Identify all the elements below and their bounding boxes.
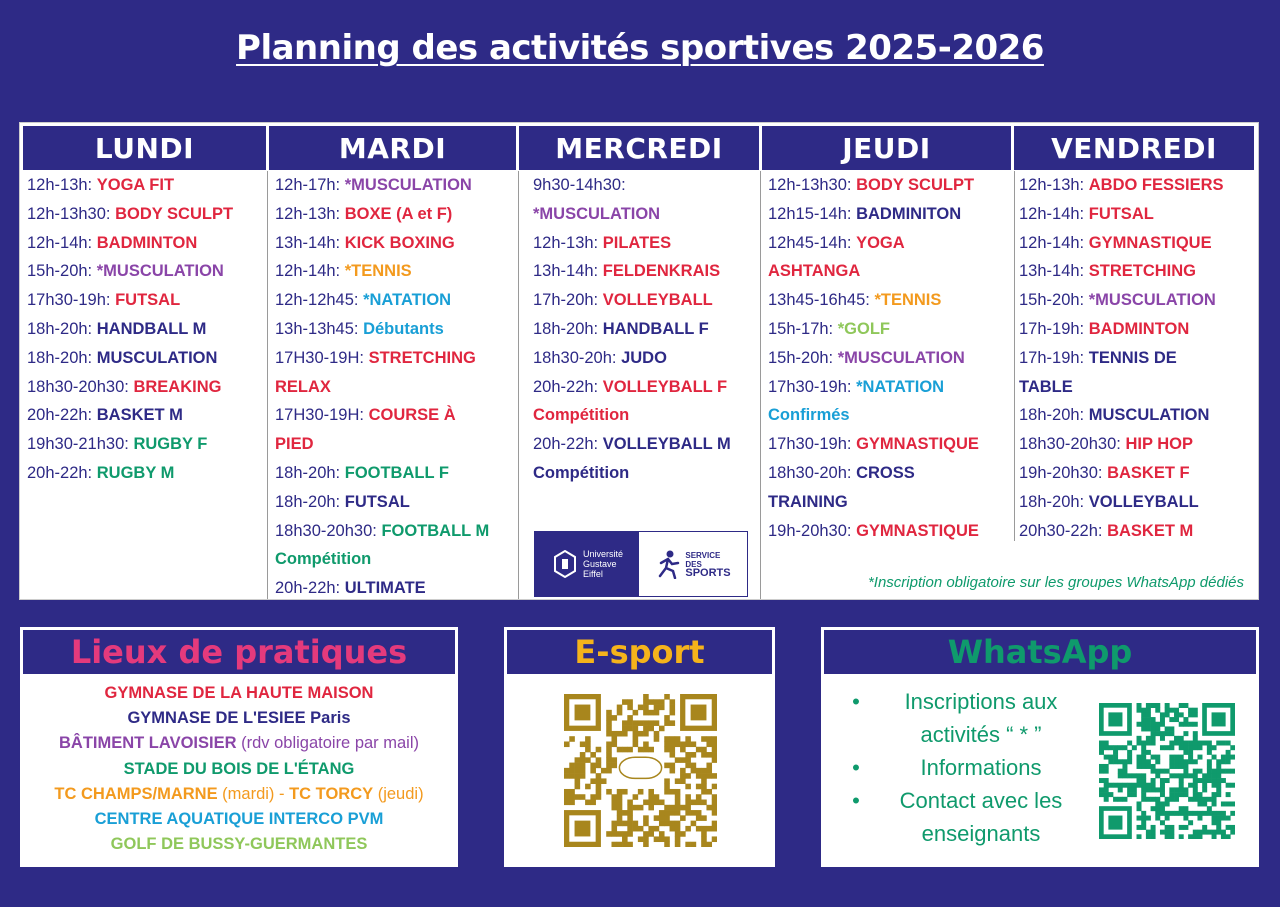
schedule-entry xyxy=(275,171,518,200)
schedule-entry xyxy=(1019,200,1257,229)
entry-time: 13h-14h: xyxy=(1019,262,1089,281)
entry-time: 12h-12h45: xyxy=(275,291,364,310)
entry-activity: BOXE (A et F) xyxy=(344,204,453,223)
day-header-mardi: MARDI xyxy=(269,126,516,170)
lieux-title: Lieux de pratiques xyxy=(23,630,455,674)
schedule-entry xyxy=(533,373,760,402)
entry-activity: RUGBY F xyxy=(133,435,208,454)
entry-time: 20h30-22h: xyxy=(1019,521,1108,540)
entry-time: 19h-20h30: xyxy=(1019,463,1108,482)
entry-activity: FUTSAL xyxy=(1088,204,1154,223)
entry-activity: *MUSCULATION xyxy=(96,262,224,281)
schedule-table xyxy=(19,122,1259,600)
entry-activity: VOLLEYBALL xyxy=(1088,492,1199,511)
venue-item xyxy=(20,681,458,706)
entry-activity: BADMINTON xyxy=(96,233,198,252)
logo-sports-line3: SPORTS xyxy=(685,566,731,579)
entry-time: 15h-20h: xyxy=(768,348,838,367)
university-sports-logo xyxy=(534,531,748,597)
logo-univ-line1: Université xyxy=(582,549,623,559)
entry-activity: YOGA FIT xyxy=(96,176,175,194)
esport-panel xyxy=(504,627,775,867)
schedule-entry xyxy=(275,488,518,517)
schedule-entry xyxy=(275,459,518,488)
entry-time: 13h-14h: xyxy=(533,262,603,281)
schedule-entry xyxy=(27,257,267,286)
logo-univ-line3: Eiffel xyxy=(582,569,603,579)
entry-activity: RELAX xyxy=(275,377,331,396)
schedule-entry xyxy=(1019,373,1257,402)
schedule-entry xyxy=(27,229,267,258)
schedule-entry xyxy=(27,200,267,229)
venue-item xyxy=(20,782,458,807)
bullet-icon: • xyxy=(852,788,860,813)
entry-activity: Compétition xyxy=(533,463,630,482)
entry-activity: VOLLEYBALL F xyxy=(602,377,728,396)
schedule-entry xyxy=(768,430,1014,459)
entry-activity: CROSS xyxy=(856,463,915,482)
entry-activity: BASKET M xyxy=(96,406,183,425)
whatsapp-item-info: Informations xyxy=(920,755,1042,780)
schedule-entry xyxy=(275,200,518,229)
entry-activity: FUTSAL xyxy=(344,492,410,511)
schedule-entry xyxy=(275,517,518,546)
entry-activity: ASHTANGA xyxy=(768,262,861,281)
schedule-entry xyxy=(1019,286,1257,315)
entry-time: 12h-14h: xyxy=(1019,204,1089,223)
page-title: Planning des activités sportives 2025-2026 xyxy=(236,28,1044,68)
entry-activity: STRETCHING xyxy=(368,348,476,367)
schedule-entry xyxy=(275,545,518,574)
venue-text: (rdv obligatoire par mail) xyxy=(236,734,419,753)
entry-time: 15h-20h: xyxy=(27,262,97,281)
venue-text: BÂTIMENT LAVOISIER xyxy=(58,734,237,753)
schedule-entry xyxy=(768,373,1014,402)
entry-time: 15h-20h: xyxy=(1019,291,1089,310)
schedule-entry xyxy=(533,171,760,200)
entry-activity: BREAKING xyxy=(133,377,222,396)
schedule-entry xyxy=(275,315,518,344)
venue-text: (jeudi) xyxy=(373,784,424,803)
logo-sports-line2: DES xyxy=(685,559,702,569)
entry-time: 18h-20h: xyxy=(1019,406,1089,425)
entry-time: 17h-20h: xyxy=(533,291,603,310)
entry-activity: HIP HOP xyxy=(1125,435,1193,454)
entry-activity: *MUSCULATION xyxy=(837,348,965,367)
entry-time: 18h-20h: xyxy=(275,463,345,482)
schedule-entry xyxy=(1019,401,1257,430)
venue-text: CENTRE AQUATIQUE INTERCO PVM xyxy=(94,810,384,829)
entry-activity: *MUSCULATION xyxy=(344,176,472,194)
entry-time: 17H30-19H: xyxy=(275,406,369,425)
entry-activity: FELDENKRAIS xyxy=(602,262,721,281)
day-column-lundi xyxy=(20,171,267,488)
entry-time: 13h-13h45: xyxy=(275,319,364,338)
schedule-entry xyxy=(768,286,1014,315)
venue-item xyxy=(20,706,458,731)
schedule-entry xyxy=(27,459,267,488)
entry-activity: *TENNIS xyxy=(874,291,942,310)
whatsapp-title: WhatsApp xyxy=(824,630,1256,674)
entry-activity: GYMNASTIQUE xyxy=(1088,233,1212,252)
schedule-entry xyxy=(768,401,1014,430)
entry-activity: ABDO FESSIERS xyxy=(1088,176,1224,194)
schedule-entry xyxy=(275,257,518,286)
esport-qr-code[interactable] xyxy=(564,694,717,847)
whatsapp-item-contact: Contact avec les enseignants xyxy=(899,788,1063,846)
day-column-mardi xyxy=(268,171,518,603)
schedule-entry xyxy=(275,401,518,430)
day-header-lundi: LUNDI xyxy=(23,126,266,170)
entry-time: 17h30-19h: xyxy=(27,291,116,310)
entry-time: 12h15-14h: xyxy=(768,204,857,223)
entry-time: 18h30-20h30: xyxy=(275,521,382,540)
entry-time: 13h45-16h45: xyxy=(768,291,875,310)
entry-activity: BASKET F xyxy=(1107,463,1190,482)
entry-activity: VOLLEYBALL xyxy=(602,291,713,310)
whatsapp-qr-code[interactable] xyxy=(1099,703,1235,839)
esport-title: E-sport xyxy=(507,630,772,674)
entry-time: 12h-17h: xyxy=(275,176,345,194)
entry-activity: *TENNIS xyxy=(344,262,412,281)
entry-time: 12h45-14h: xyxy=(768,233,857,252)
schedule-entry xyxy=(27,344,267,373)
schedule-entry xyxy=(768,517,1014,546)
entry-activity: Débutants xyxy=(363,319,444,338)
entry-activity: *MUSCULATION xyxy=(1088,291,1216,310)
schedule-entry xyxy=(27,171,267,200)
entry-activity: TENNIS DE xyxy=(1088,348,1177,367)
schedule-entry xyxy=(27,401,267,430)
schedule-entry xyxy=(768,315,1014,344)
list-item xyxy=(833,685,1083,751)
schedule-entry xyxy=(27,286,267,315)
entry-time: 18h30-20h: xyxy=(768,463,857,482)
schedule-entry xyxy=(768,344,1014,373)
venue-text: TC CHAMPS/MARNE xyxy=(54,784,218,803)
entry-time: 12h-13h30: xyxy=(768,176,857,194)
entry-activity: VOLLEYBALL M xyxy=(602,435,731,454)
runner-icon xyxy=(655,549,681,579)
registration-note: *Inscription obligatoire sur les groupes WhatsApp dédiés xyxy=(867,574,1244,591)
schedule-entry xyxy=(533,200,760,229)
entry-time: 17h30-19h: xyxy=(768,377,857,396)
entry-time: 19h-20h30: xyxy=(768,521,857,540)
entry-activity: KICK BOXING xyxy=(344,233,455,252)
entry-time: 18h-20h: xyxy=(27,348,97,367)
schedule-entry xyxy=(533,315,760,344)
entry-time: 20h-22h: xyxy=(533,377,603,396)
entry-activity: HANDBALL M xyxy=(96,319,207,338)
logo-sports-line1: SERVICE xyxy=(685,550,721,560)
schedule-entry xyxy=(275,229,518,258)
entry-time: 12h-14h: xyxy=(1019,233,1089,252)
schedule-entry xyxy=(275,373,518,402)
venue-item xyxy=(20,807,458,832)
column-divider xyxy=(518,171,519,599)
entry-activity: Compétition xyxy=(533,406,630,425)
entry-time: 17h-19h: xyxy=(1019,348,1089,367)
entry-activity: BASKET M xyxy=(1107,521,1194,540)
venue-list xyxy=(20,681,458,857)
entry-activity: *GOLF xyxy=(837,319,890,338)
venue-item xyxy=(20,731,458,756)
entry-time: 20h-22h: xyxy=(533,435,603,454)
entry-activity: STRETCHING xyxy=(1088,262,1196,281)
bullet-icon: • xyxy=(852,755,860,780)
logo-univ-line2: Gustave xyxy=(582,559,617,569)
schedule-entry xyxy=(1019,257,1257,286)
lieux-panel xyxy=(20,627,458,867)
entry-activity: YOGA xyxy=(856,233,905,252)
venue-text: STADE DU BOIS DE L'ÉTANG xyxy=(123,759,355,778)
entry-activity: MUSCULATION xyxy=(96,348,218,367)
entry-activity: Compétition xyxy=(275,550,372,569)
schedule-entry xyxy=(768,459,1014,488)
venue-text: GYMNASE DE LA HAUTE MAISON xyxy=(104,684,374,702)
entry-activity: PILATES xyxy=(602,233,672,252)
entry-activity: *NATATION xyxy=(363,291,452,310)
schedule-entry xyxy=(1019,229,1257,258)
day-column-vendredi xyxy=(1012,171,1257,545)
entry-time: 13h-14h: xyxy=(275,233,345,252)
schedule-entry xyxy=(768,171,1014,200)
entry-time: 18h30-20h30: xyxy=(27,377,134,396)
entry-activity: GYMNASTIQUE xyxy=(856,521,979,540)
entry-activity: TABLE xyxy=(1019,377,1073,396)
entry-time: 17h-19h: xyxy=(1019,319,1089,338)
entry-activity: BODY SCULPT xyxy=(856,176,975,194)
entry-time: 18h-20h: xyxy=(533,319,603,338)
venue-text: GOLF DE BUSSY-GUERMANTES xyxy=(110,835,368,854)
entry-activity: TRAINING xyxy=(768,492,848,511)
schedule-entry xyxy=(1019,517,1257,546)
schedule-entry xyxy=(533,257,760,286)
entry-time: 20h-22h: xyxy=(275,579,345,598)
entry-time: 12h-13h: xyxy=(533,233,603,252)
schedule-entry xyxy=(533,401,760,430)
venue-item xyxy=(20,832,458,857)
schedule-entry xyxy=(275,344,518,373)
entry-time: 18h30-20h: xyxy=(533,348,622,367)
schedule-entry xyxy=(768,488,1014,517)
entry-time: 18h-20h: xyxy=(1019,492,1089,511)
bullet-icon: • xyxy=(852,689,860,714)
entry-time: 20h-22h: xyxy=(27,463,97,482)
entry-activity: PIED xyxy=(275,435,314,454)
schedule-entry xyxy=(533,229,760,258)
schedule-entry xyxy=(1019,430,1257,459)
schedule-entry xyxy=(1019,488,1257,517)
schedule-entry xyxy=(533,459,760,488)
schedule-entry xyxy=(533,286,760,315)
venue-text: (mardi) - xyxy=(217,784,290,803)
entry-time: 18h30-20h30: xyxy=(1019,435,1126,454)
entry-activity: COURSE À xyxy=(368,406,456,425)
entry-activity: BODY SCULPT xyxy=(115,204,234,223)
schedule-entry xyxy=(768,257,1014,286)
schedule-entry xyxy=(533,344,760,373)
entry-time: 15h-17h: xyxy=(768,319,838,338)
entry-time: 9h30-14h30: xyxy=(533,176,626,194)
university-logo-icon xyxy=(551,550,579,578)
schedule-entry xyxy=(768,229,1014,258)
entry-time: 12h-13h: xyxy=(1019,176,1089,194)
entry-time: 12h-14h: xyxy=(275,262,345,281)
schedule-entry xyxy=(27,430,267,459)
entry-time: 12h-13h: xyxy=(275,204,345,223)
entry-activity: ULTIMATE xyxy=(344,579,426,598)
entry-activity: HANDBALL F xyxy=(602,319,709,338)
entry-activity: FOOTBALL F xyxy=(344,463,449,482)
entry-activity: BADMINITON xyxy=(856,204,962,223)
entry-time: 17h30-19h: xyxy=(768,435,857,454)
day-header-vendredi: VENDREDI xyxy=(1014,126,1254,170)
day-column-mercredi xyxy=(526,171,760,488)
entry-activity: FUTSAL xyxy=(115,291,181,310)
entry-activity: Confirmés xyxy=(768,406,850,425)
entry-activity: MUSCULATION xyxy=(1088,406,1210,425)
schedule-entry xyxy=(275,574,518,603)
entry-time: 19h30-21h30: xyxy=(27,435,134,454)
entry-activity: FOOTBALL M xyxy=(381,521,490,540)
entry-time: 18h-20h: xyxy=(275,492,345,511)
schedule-entry xyxy=(1019,344,1257,373)
schedule-entry xyxy=(1019,315,1257,344)
entry-activity: BADMINTON xyxy=(1088,319,1190,338)
entry-activity: GYMNASTIQUE xyxy=(856,435,979,454)
entry-activity: JUDO xyxy=(621,348,667,367)
entry-activity: RUGBY M xyxy=(96,463,175,482)
day-header-mercredi: MERCREDI xyxy=(519,126,759,170)
entry-time: 12h-13h: xyxy=(27,176,97,194)
entry-time: 20h-22h: xyxy=(27,406,97,425)
day-header-jeudi: JEUDI xyxy=(762,126,1011,170)
whatsapp-item-registration: Inscriptions aux activités “ * ” xyxy=(904,689,1058,747)
entry-activity: *MUSCULATION xyxy=(533,204,661,223)
schedule-entry xyxy=(275,430,518,459)
list-item xyxy=(833,751,1083,784)
schedule-entry xyxy=(1019,171,1257,200)
schedule-entry xyxy=(768,200,1014,229)
whatsapp-panel xyxy=(821,627,1259,867)
schedule-entry xyxy=(275,286,518,315)
entry-time: 12h-14h: xyxy=(27,233,97,252)
whatsapp-list xyxy=(833,685,1083,850)
schedule-entry xyxy=(27,373,267,402)
venue-text: GYMNASE DE L'ESIEE Paris xyxy=(127,709,351,728)
schedule-entry xyxy=(533,430,760,459)
entry-time: 12h-13h30: xyxy=(27,204,116,223)
venue-text: TC TORCY xyxy=(289,784,374,803)
list-item xyxy=(833,784,1083,850)
venue-item xyxy=(20,757,458,782)
entry-activity: *NATATION xyxy=(856,377,945,396)
entry-time: 17H30-19H: xyxy=(275,348,369,367)
schedule-entry xyxy=(1019,459,1257,488)
entry-time: 18h-20h: xyxy=(27,319,97,338)
day-column-jeudi xyxy=(761,171,1014,545)
schedule-entry xyxy=(27,315,267,344)
